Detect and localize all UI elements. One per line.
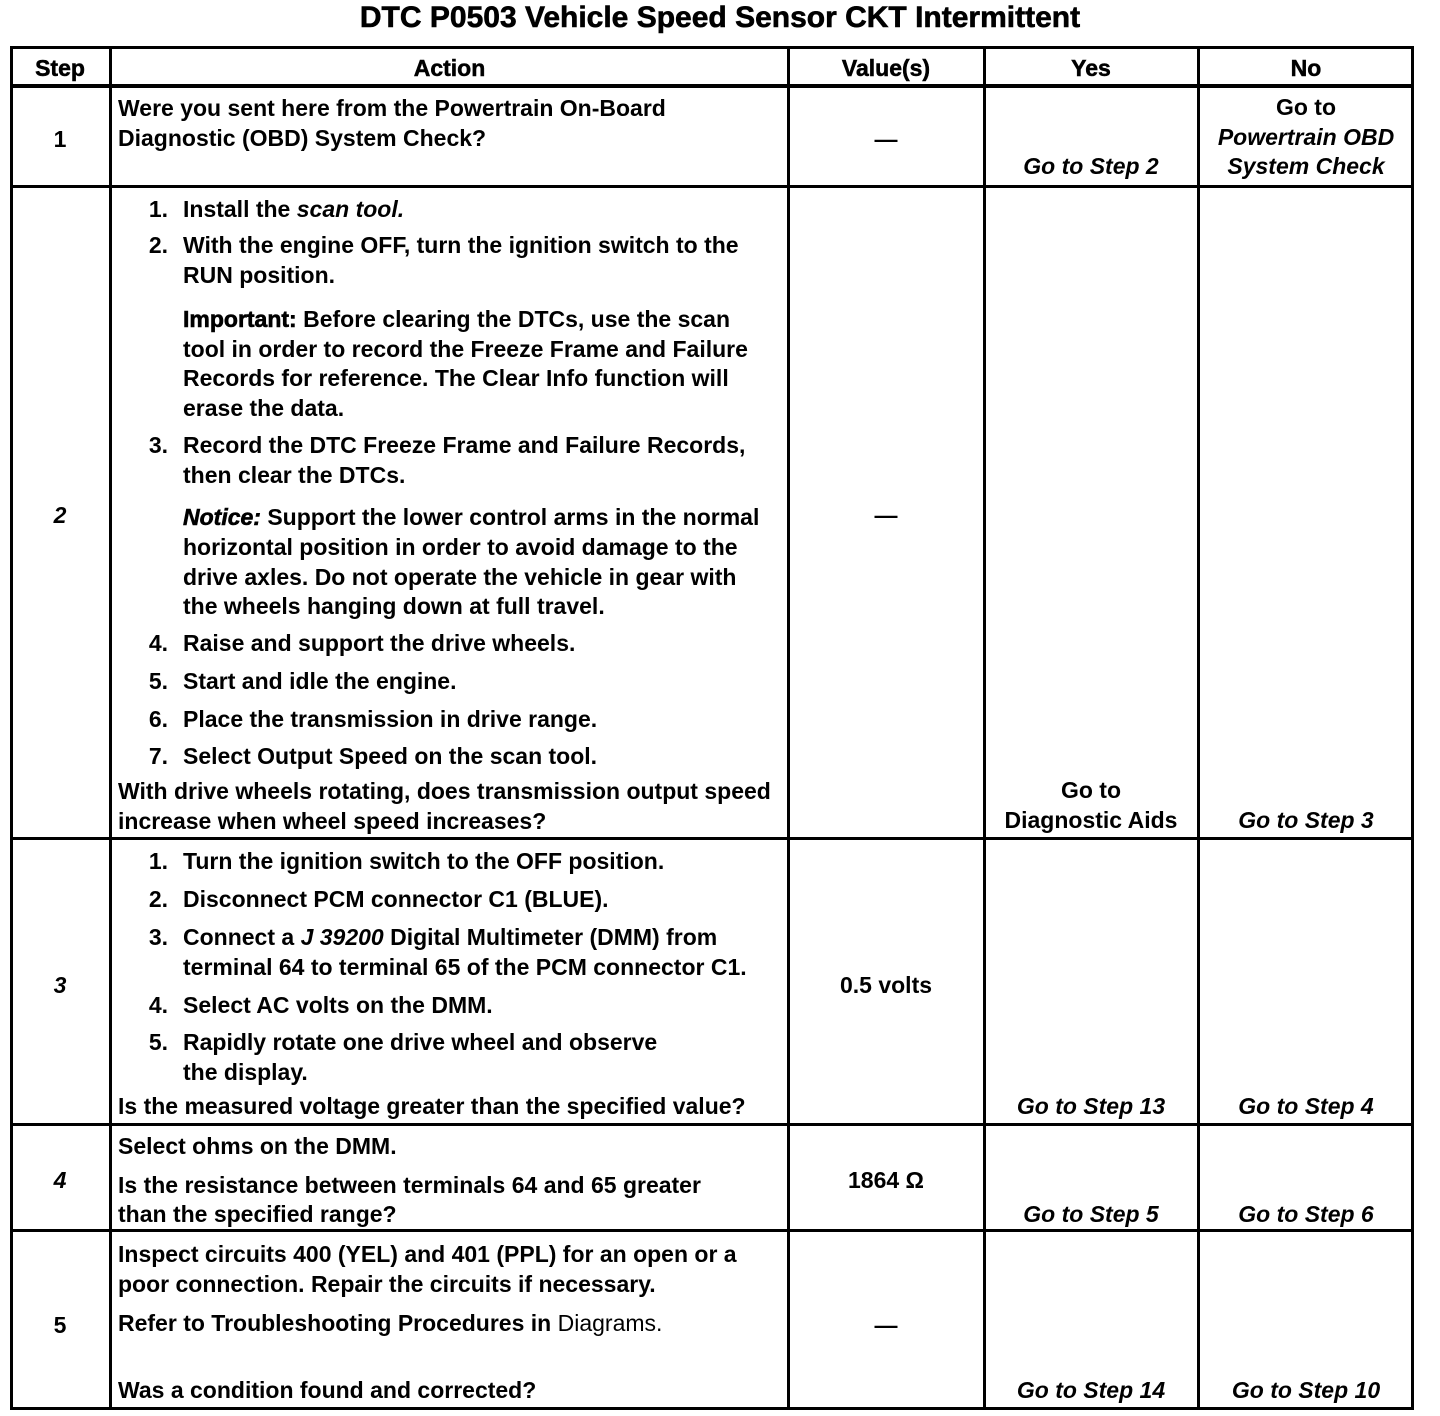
list-number: 1. xyxy=(148,848,168,874)
list-number: 4. xyxy=(148,992,168,1018)
important-note xyxy=(183,304,730,334)
table-row xyxy=(0,186,1440,838)
instruction-text-part: Connect a xyxy=(183,924,295,950)
list-number: 4. xyxy=(148,630,168,656)
no-action: Go to Step 4 xyxy=(1238,1093,1374,1119)
yes-action: Go to Step 2 xyxy=(1023,153,1159,179)
step-number: 5 xyxy=(53,1312,67,1338)
note-text: Before clearing the DTCs, use the scan xyxy=(303,306,731,332)
question-text: than the specified range? xyxy=(118,1201,397,1227)
instruction-text: Raise and support the drive wheels. xyxy=(183,630,576,656)
header-values: Value(s) xyxy=(841,55,931,81)
list-number: 2. xyxy=(148,232,168,258)
no-action-prefix: Go to xyxy=(1275,94,1337,120)
yes-action: Go to Step 5 xyxy=(1023,1201,1159,1227)
question-text: Is the resistance between terminals 64 and 65 greater xyxy=(118,1172,701,1198)
note-text: drive axles. Do not operate the vehicle in gear with xyxy=(183,564,737,590)
value-cell: — xyxy=(874,502,898,528)
instruction-text: then clear the DTCs. xyxy=(183,462,406,488)
instruction-text: Inspect circuits 400 (YEL) and 401 (PPL) for an open or a xyxy=(118,1241,737,1267)
reference-text xyxy=(118,1308,662,1338)
question-text: Diagnostic (OBD) System Check? xyxy=(118,125,487,151)
instruction-text: With the engine OFF, turn the ignition switch to the xyxy=(183,232,739,258)
value-cell: 0.5 volts xyxy=(839,972,933,998)
header-action: Action xyxy=(413,55,486,81)
list-number: 5. xyxy=(148,668,168,694)
yes-action-target: Diagnostic Aids xyxy=(1004,807,1178,833)
note-text: horizontal position in order to avoid damage to the xyxy=(183,534,738,560)
instruction-text: the display. xyxy=(183,1059,308,1085)
tool-name: J 39200 xyxy=(300,924,384,950)
no-action-target: Powertrain OBD xyxy=(1217,124,1395,150)
list-number: 1. xyxy=(148,196,168,222)
note-text: the wheels hanging down at full travel. xyxy=(183,593,605,619)
instruction-text: poor connection. Repair the circuits if necessary. xyxy=(118,1271,656,1297)
value-cell: — xyxy=(874,126,898,152)
header-no: No xyxy=(1290,55,1322,81)
question-text: Was a condition found and corrected? xyxy=(118,1377,537,1403)
step-number: 4 xyxy=(53,1167,67,1193)
instruction-text: Turn the ignition switch to the OFF position. xyxy=(183,848,665,874)
instruction-text: Place the transmission in drive range. xyxy=(183,706,598,732)
instruction-text: Select AC volts on the DMM. xyxy=(183,992,493,1018)
header-yes: Yes xyxy=(1071,55,1111,81)
instruction-text: Start and idle the engine. xyxy=(183,668,457,694)
notice-note xyxy=(183,502,759,532)
reference-text-part: Refer to Troubleshooting Procedures in xyxy=(118,1310,552,1336)
list-number: 3. xyxy=(148,924,168,950)
instruction-text: Rapidly rotate one drive wheel and observe xyxy=(183,1029,658,1055)
step-number: 3 xyxy=(53,972,67,998)
yes-action: Go to Step 13 xyxy=(1016,1093,1166,1119)
instruction-text-part: Digital Multimeter (DMM) from xyxy=(390,924,718,950)
tool-name: scan tool. xyxy=(296,196,405,222)
list-number: 3. xyxy=(148,432,168,458)
instruction-text-part: Install the xyxy=(183,196,291,222)
list-number: 7. xyxy=(148,743,168,769)
no-action: Go to Step 10 xyxy=(1231,1377,1381,1403)
reference-target: Diagrams. xyxy=(557,1310,663,1336)
value-cell: — xyxy=(874,1312,898,1338)
no-action-target: System Check xyxy=(1227,153,1385,179)
note-text: Support the lower control arms in the normal xyxy=(267,504,760,530)
table-row xyxy=(0,1124,1440,1230)
note-text: Records for reference. The Clear Info function will xyxy=(183,365,729,391)
instruction-text xyxy=(183,194,404,224)
page-title: DTC P0503 Vehicle Speed Sensor CKT Intermittent xyxy=(359,1,1081,34)
header-step: Step xyxy=(35,55,85,81)
instruction-text: terminal 64 to terminal 65 of the PCM connector C1. xyxy=(183,954,747,980)
instruction-text xyxy=(183,922,717,952)
table-row xyxy=(0,86,1440,186)
instruction-text: Select Output Speed on the scan tool. xyxy=(183,743,598,769)
question-text: With drive wheels rotating, does transmission output speed xyxy=(118,778,771,804)
instruction-text: Disconnect PCM connector C1 (BLUE). xyxy=(183,886,609,912)
no-action: Go to Step 6 xyxy=(1238,1201,1374,1227)
notice-label: Notice: xyxy=(183,504,261,530)
question-text: increase when wheel speed increases? xyxy=(118,808,547,834)
list-number: 2. xyxy=(148,886,168,912)
question-text: Is the measured voltage greater than the specified value? xyxy=(118,1093,746,1119)
step-number: 1 xyxy=(53,126,67,152)
step-number: 2 xyxy=(53,502,67,528)
instruction-text: Select ohms on the DMM. xyxy=(118,1133,397,1159)
instruction-text: Record the DTC Freeze Frame and Failure Records, xyxy=(183,432,746,458)
table-row xyxy=(0,838,1440,1124)
value-cell: 1864 Ω xyxy=(848,1167,924,1193)
no-action: Go to Step 3 xyxy=(1238,807,1374,833)
instruction-text: RUN position. xyxy=(183,262,336,288)
yes-action-prefix: Go to xyxy=(1060,777,1122,803)
list-number: 5. xyxy=(148,1029,168,1055)
question-text: Were you sent here from the Powertrain On-Board xyxy=(118,95,666,121)
table-header xyxy=(0,46,1440,86)
note-text: erase the data. xyxy=(183,395,345,421)
note-text: tool in order to record the Freeze Frame and Failure xyxy=(183,336,748,362)
list-number: 6. xyxy=(148,706,168,732)
important-label: Important: xyxy=(183,306,297,332)
yes-action: Go to Step 14 xyxy=(1016,1377,1166,1403)
table-row xyxy=(0,1230,1440,1410)
